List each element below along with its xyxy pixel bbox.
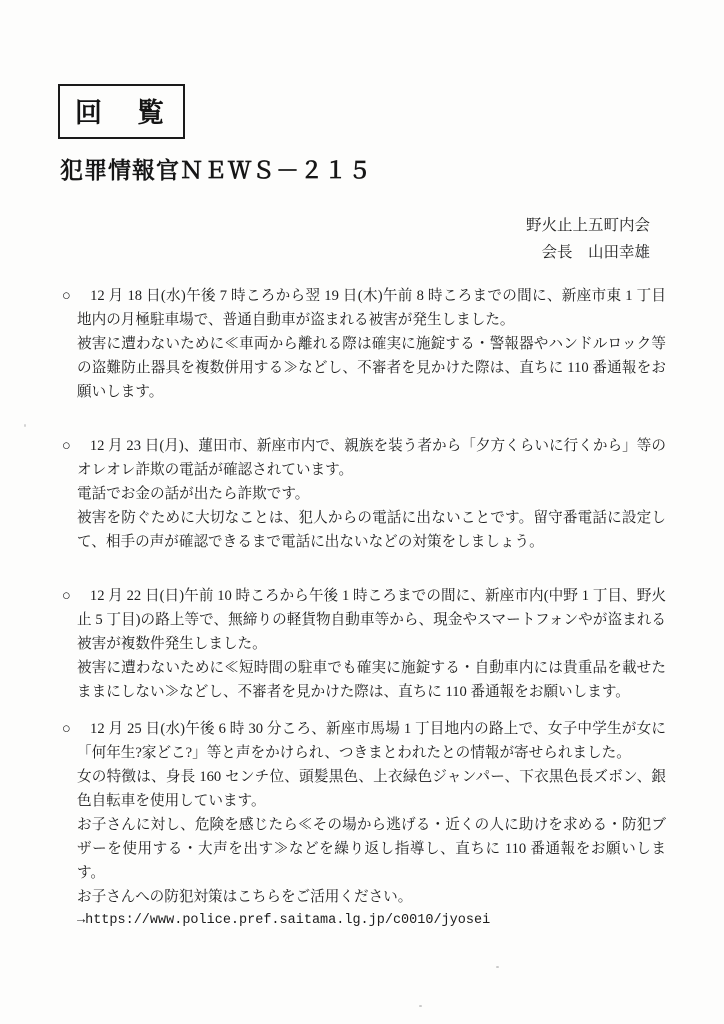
incident-lead: [62, 717, 666, 765]
incident-lead: [62, 584, 666, 656]
incident-lead: [62, 434, 666, 482]
scan-artifact-speck: [496, 966, 499, 968]
incident-lead-text: 12 月 25 日(水)午後 6 時 30 分ころ、新座市馬場 1 丁目地内の路上で、女子中学生が女に「何年生?家どこ?」等と声をかけられ、つきまとわれたとの情報が寄せられました。: [77, 721, 666, 761]
incident-item-vehicle-burglary: [62, 584, 666, 704]
incident-lead-text: 12 月 22 日(日)午前 10 時ころから午後 1 時ころまでの間に、新座市内(中野 1 丁目、野火止 5 丁目)の路上等で、無締りの軽貨物自動車等から、現金やスマートフォンやが盗まれる被害が複数件発生しました。: [77, 588, 666, 652]
scan-artifact-speck: [419, 1005, 422, 1007]
sender-representative: 会長 山田幸雄: [541, 244, 650, 261]
bullet-circle-marker: ○: [62, 721, 72, 737]
document-body: [62, 284, 666, 933]
kairan-circulation-stamp: [58, 84, 185, 139]
incident-item-stalking: [62, 717, 666, 933]
page-title: 犯罪情報官ＮＥＷＳ－２１５: [60, 158, 372, 183]
incident-lead-text: 12 月 18 日(水)午後 7 時ころから翌 19 日(木)午前 8 時ころまでの間に、新座市東 1 丁目地内の月極駐車場で、普通自動車が盗まれる被害が発生しました。: [77, 288, 666, 328]
incident-item-car-theft: [62, 284, 666, 404]
incident-advice: 被害に遭わないために≪車両から離れる際は確実に施錠する・警報器やハンドルロック等の盗難防止器具を複数併用する≫などし、不審者を見かけた際は、直ちに 110 番通報をお願いします。: [77, 336, 666, 400]
incident-lead: [62, 284, 666, 332]
incident-item-phone-scam: [62, 434, 666, 554]
sender-block: [526, 212, 650, 266]
bullet-circle-marker: ○: [62, 588, 71, 604]
bullet-circle-marker: ○: [62, 438, 71, 454]
resource-note: お子さんへの防犯対策はこちらをご活用ください。: [77, 889, 413, 905]
incident-advice: お子さんに対し、危険を感じたら≪その場から逃げる・近くの人に助けを求める・防犯ブザーを使用する・大声を出す≫などを繰り返し指導し、直ちに 110 番通報をお願いします。: [77, 817, 666, 881]
incident-advice: 被害を防ぐために大切なことは、犯人からの電話に出ないことです。留守番電話に設定して、相手の声が確認できるまで電話に出ないなどの対策をしましょう。: [77, 510, 666, 550]
incident-note: 電話でお金の話が出たら詐欺です。: [77, 486, 310, 502]
suspect-description: 女の特徴は、身長 160 センチ位、頭髪黒色、上衣緑色ジャンパー、下衣黒色長ズボン、銀色自転車を使用しています。: [77, 769, 666, 809]
scan-artifact-speck: [24, 424, 26, 427]
kairan-stamp-label: 回 覧: [75, 98, 168, 128]
police-safety-url: →https://www.police.pref.saitama.lg.jp/c0010/jyosei: [77, 913, 491, 928]
incident-lead-text: 12 月 23 日(月)、蓮田市、新座市内で、親族を装う者から「夕方くらいに行くから」等のオレオレ詐欺の電話が確認されています。: [77, 438, 666, 478]
sender-organization: 野火止上五町内会: [525, 217, 650, 234]
incident-advice: 被害に遭わないために≪短時間の駐車でも確実に施錠する・自動車内には貴重品を載せたままにしない≫などし、不審者を見かけた際は、直ちに 110 番通報をお願いします。: [77, 660, 666, 700]
bullet-circle-marker: ○: [62, 288, 72, 304]
